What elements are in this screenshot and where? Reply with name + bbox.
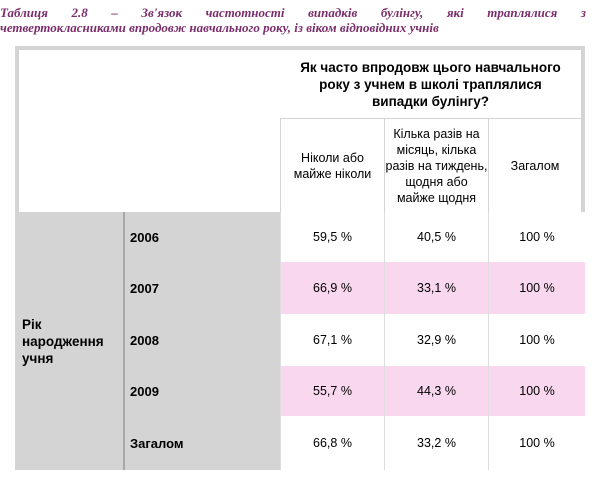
table-caption [0, 0, 600, 42]
header-question: Як часто впродовж цього навчального року з учнем в школі траплялися випадки булінгу? [280, 50, 581, 118]
header-blank-cell [19, 50, 280, 212]
cell-frequent: 33,2 % [384, 416, 488, 470]
cell-never: 66,9 % [280, 262, 384, 314]
header-total: Загалом [488, 118, 581, 212]
cell-never: 55,7 % [280, 366, 384, 416]
header-never: Ніколи або майже ніколи [280, 118, 384, 212]
cell-frequent: 40,5 % [384, 212, 488, 262]
cell-frequent: 33,1 % [384, 262, 488, 314]
cell-frequent: 44,3 % [384, 366, 488, 416]
row-group-label: Рік народження учня [22, 316, 104, 366]
row-year: 2008 [130, 332, 159, 348]
cell-total: 100 % [488, 366, 585, 416]
cell-frequent: 32,9 % [384, 314, 488, 366]
cell-total: 100 % [488, 416, 585, 470]
bullying-table [15, 46, 585, 470]
row-year: Загалом [130, 435, 184, 451]
row-year: 2007 [130, 280, 159, 296]
header-frequent: Кілька разів на місяць, кілька разів на тиждень, щодня або майже щодня [384, 118, 488, 212]
row-label-divider [123, 212, 125, 470]
cell-never: 59,5 % [280, 212, 384, 262]
cell-total: 100 % [488, 212, 585, 262]
caption-line-1: Таблиця 2.8 – Зв'язок частотності випадків булінгу, які траплялися з [0, 5, 586, 20]
cell-total: 100 % [488, 262, 585, 314]
row-year: 2006 [130, 229, 159, 245]
cell-never: 67,1 % [280, 314, 384, 366]
cell-never: 66,8 % [280, 416, 384, 470]
row-year: 2009 [130, 383, 159, 399]
cell-total: 100 % [488, 314, 585, 366]
caption-line-2: четвертокласниками впродовж навчального року, із віком відповідних учнів [0, 20, 439, 35]
